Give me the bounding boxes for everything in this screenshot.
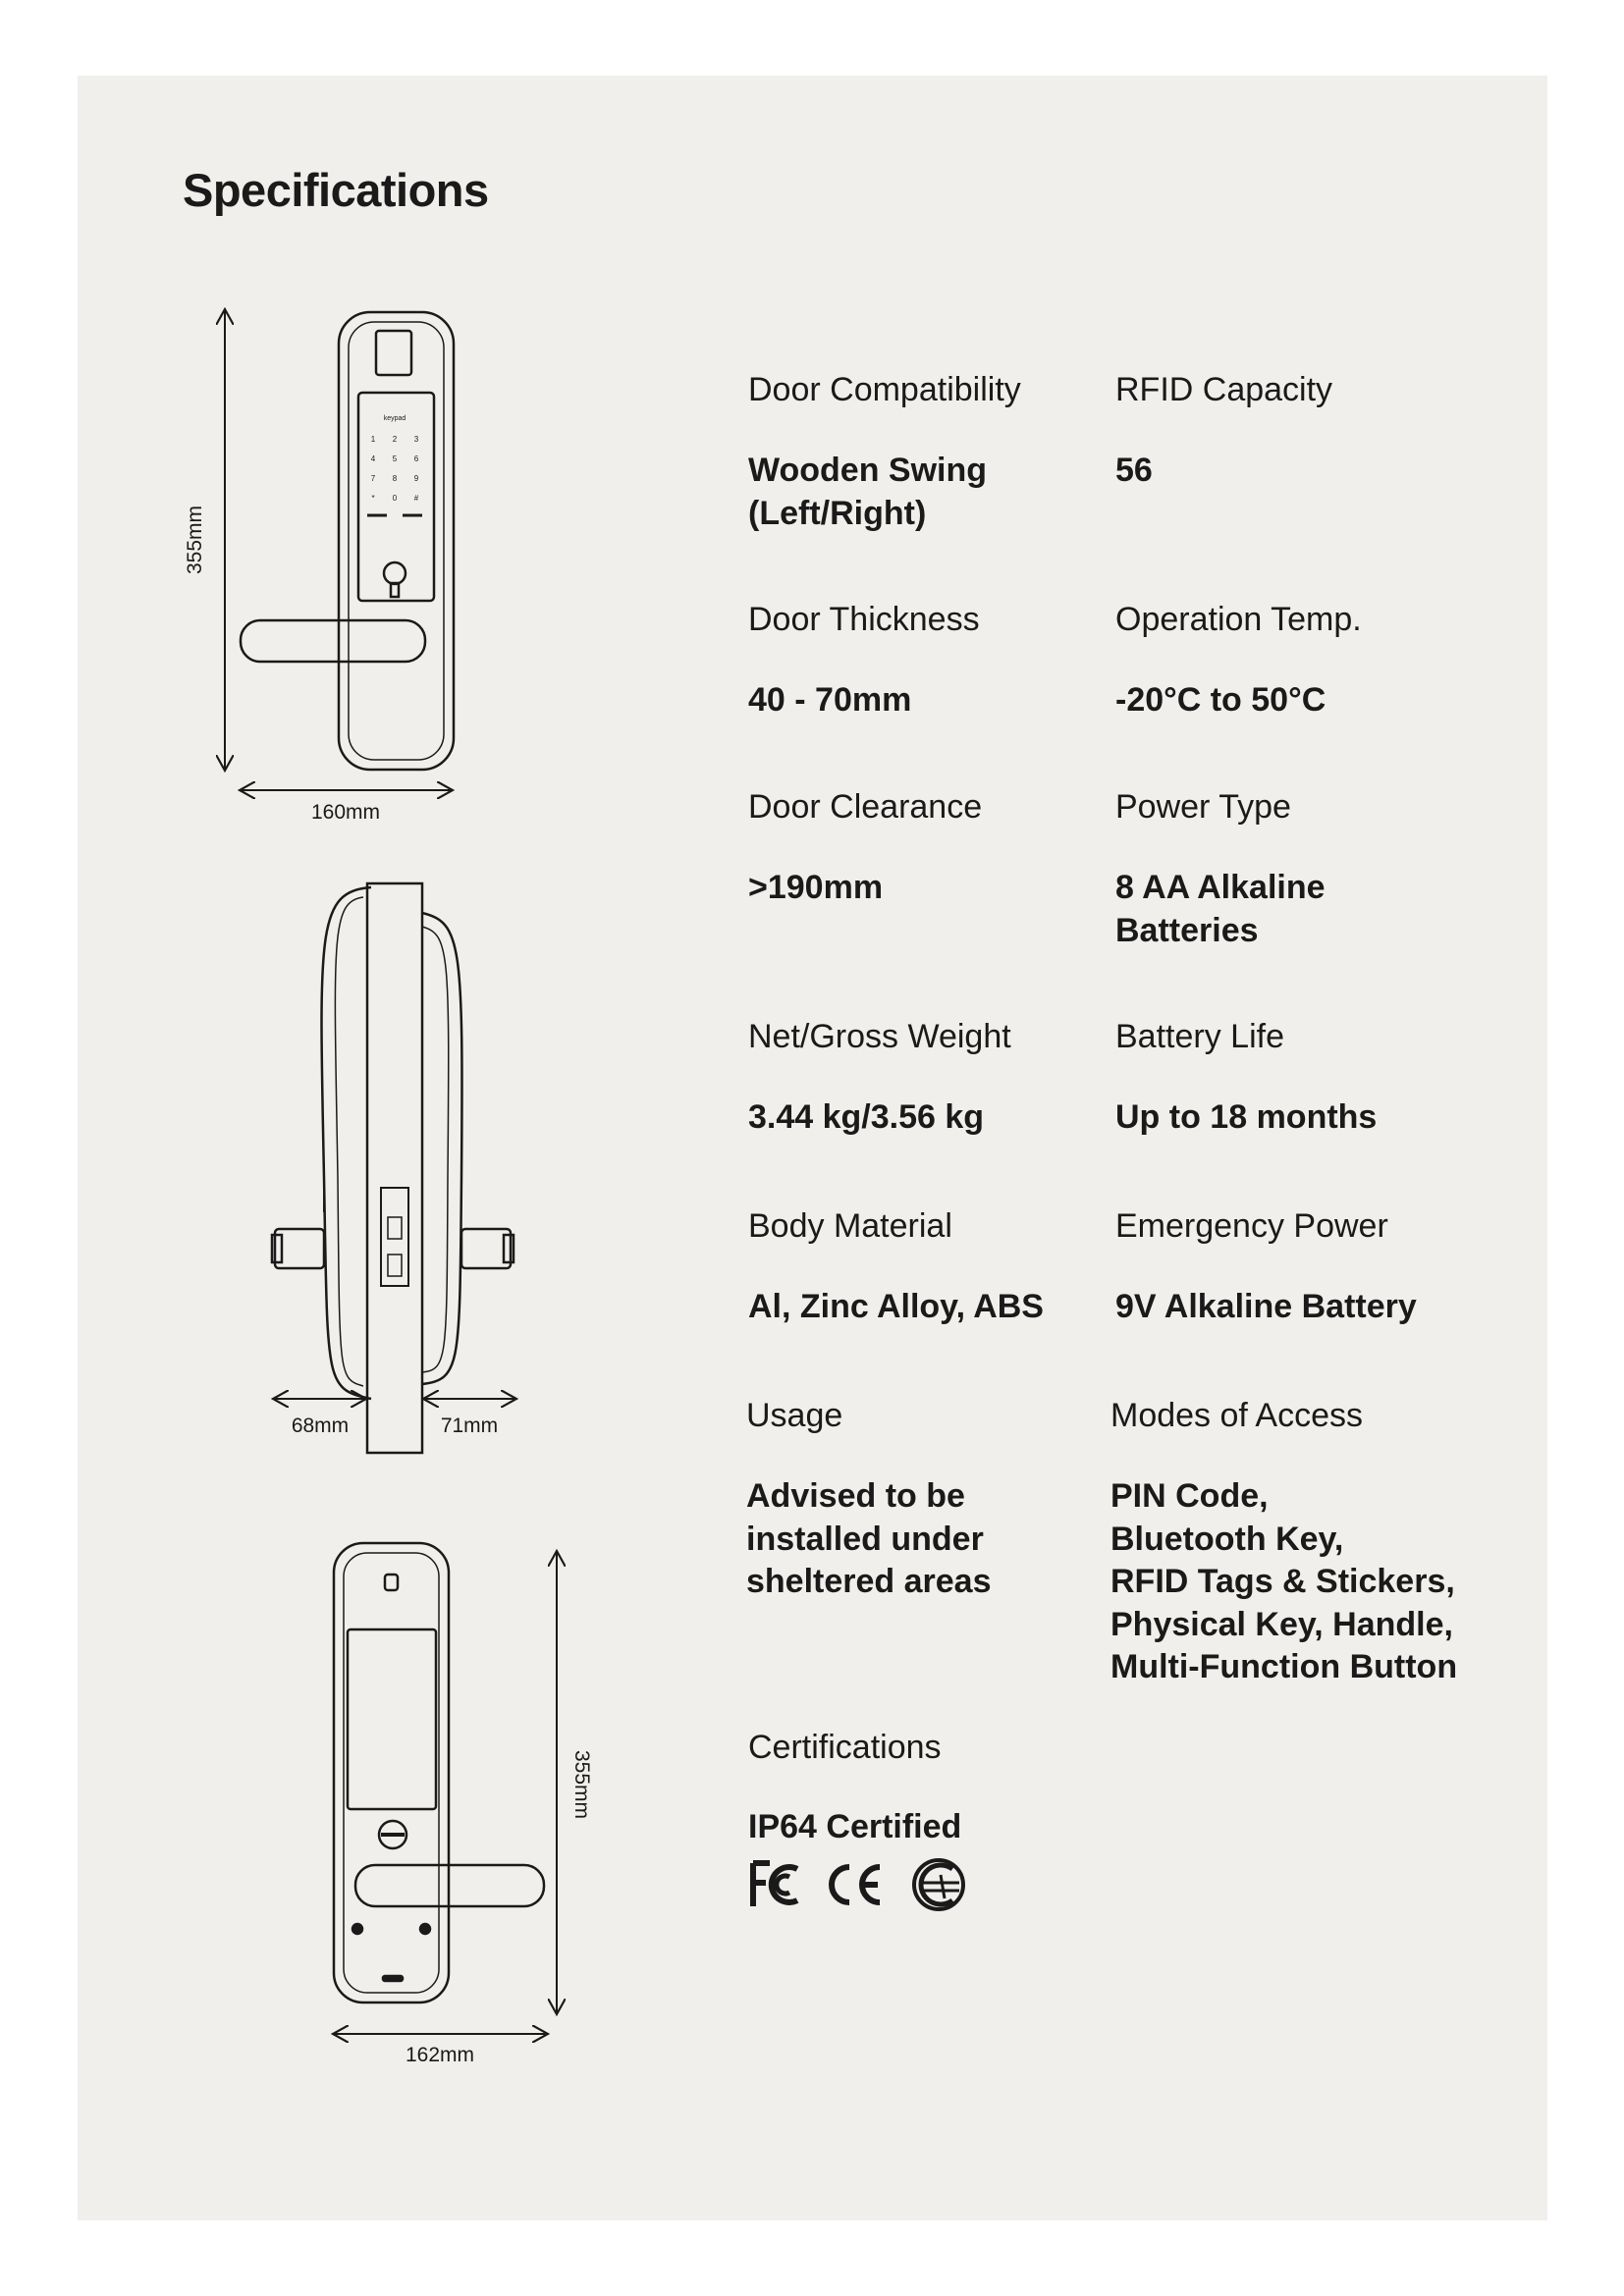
spec-label-door-compatibility: Door Compatibility [748, 371, 1021, 408]
svg-text:1: 1 [370, 435, 376, 444]
privacy-button-icon [385, 1575, 398, 1590]
fingerprint-sensor-icon [376, 331, 411, 375]
svg-text:#: # [413, 494, 419, 503]
spec-label-door-thickness: Door Thickness [748, 601, 980, 638]
spec-value-door-thickness: 40 - 70mm [748, 681, 912, 719]
page-title: Specifications [183, 164, 489, 216]
back-width-label: 162mm [405, 2044, 475, 2066]
certification-logos [748, 1855, 974, 1914]
spec-value-usage: Advised to be installed under sheltered areas [746, 1477, 992, 1601]
spec-label-door-clearance: Door Clearance [748, 788, 983, 826]
spec-value-certifications: IP64 Certified [748, 1808, 962, 1845]
svg-text:keypad: keypad [383, 415, 406, 422]
spec-label-certifications: Certifications [748, 1729, 942, 1766]
front-handle [241, 620, 425, 662]
svg-text:8: 8 [392, 474, 398, 483]
svg-text:7: 7 [370, 474, 376, 483]
keypad-icon [371, 435, 419, 503]
keyhole-icon [384, 562, 406, 584]
spec-label-rfid-capacity: RFID Capacity [1115, 371, 1333, 408]
front-height-label: 355mm [184, 505, 206, 575]
spec-value-operation-temp: -20°C to 50°C [1115, 681, 1326, 719]
spec-value-weight: 3.44 kg/3.56 kg [748, 1098, 985, 1136]
back-view-drawing [333, 1543, 557, 2034]
side-right-label: 71mm [440, 1415, 499, 1437]
spec-label-battery-life: Battery Life [1115, 1018, 1284, 1055]
svg-text:0: 0 [392, 494, 398, 503]
spec-value-emergency-power: 9V Alkaline Battery [1115, 1288, 1417, 1325]
svg-text:2: 2 [392, 435, 398, 444]
spec-value-power-type: 8 AA Alkaline Batteries [1115, 869, 1326, 949]
svg-text:9: 9 [413, 474, 419, 483]
ce-mark-icon [832, 1867, 880, 1902]
front-view-drawing [225, 309, 454, 790]
side-view-drawing [272, 883, 516, 1453]
spec-label-emergency-power: Emergency Power [1115, 1207, 1388, 1245]
side-left-label: 68mm [291, 1415, 350, 1437]
svg-text:5: 5 [392, 454, 398, 463]
spec-label-weight: Net/Gross Weight [748, 1018, 1011, 1055]
spec-label-body-material: Body Material [748, 1207, 952, 1245]
svg-text:4: 4 [370, 454, 376, 463]
spec-value-body-material: Al, Zinc Alloy, ABS [748, 1288, 1044, 1325]
fc-mark-icon [753, 1863, 797, 1906]
spec-value-modes-of-access: PIN Code, Bluetooth Key, RFID Tags & Stickers, Physical Key, Handle, Multi-Function Button [1110, 1477, 1458, 1686]
spec-value-rfid-capacity: 56 [1115, 452, 1153, 489]
back-height-label: 355mm [570, 1749, 593, 1820]
spec-label-usage: Usage [746, 1397, 843, 1434]
spec-value-door-compatibility: Wooden Swing (Left/Right) [748, 452, 988, 532]
svg-text:6: 6 [413, 454, 419, 463]
spec-label-modes-of-access: Modes of Access [1110, 1397, 1364, 1434]
spec-value-door-clearance: >190mm [748, 869, 884, 906]
front-width-label: 160mm [310, 801, 381, 824]
spec-value-battery-life: Up to 18 months [1115, 1098, 1378, 1136]
spec-label-operation-temp: Operation Temp. [1115, 601, 1362, 638]
c-tick-mark-icon [914, 1860, 963, 1909]
spec-label-power-type: Power Type [1115, 788, 1291, 826]
svg-text:3: 3 [413, 435, 419, 444]
svg-text:*: * [371, 494, 375, 503]
